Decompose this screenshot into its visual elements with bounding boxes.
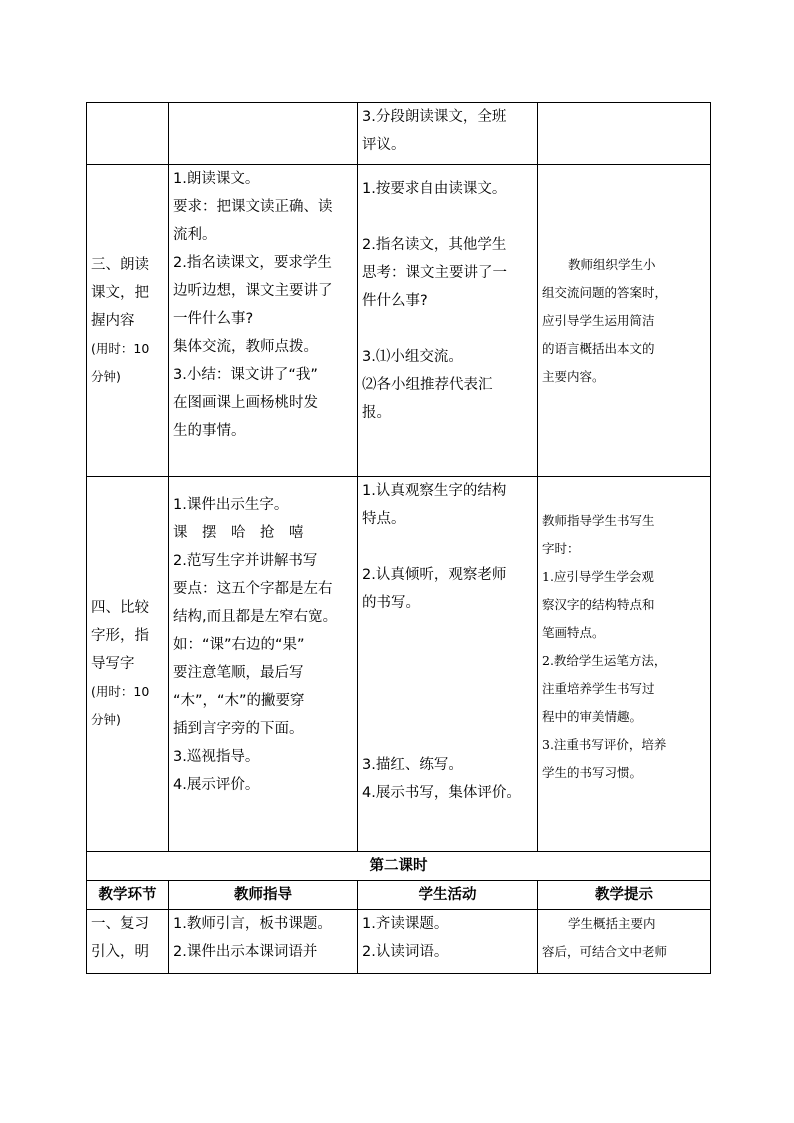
- stage-label: 一、复习: [91, 916, 149, 932]
- student-cell: [358, 910, 538, 974]
- text-line: 笔画特点。: [542, 625, 605, 640]
- text-line: 3.描红、练写。: [362, 757, 463, 773]
- text-line: 教师组织学生小: [568, 256, 656, 272]
- stage-label: 导写字: [91, 656, 135, 672]
- table-row: [87, 103, 711, 165]
- stage-time: 分钟): [91, 368, 121, 384]
- text-line: 生的事情。: [173, 423, 246, 439]
- tip-cell: [538, 103, 711, 165]
- stage-label: 课文，把: [91, 284, 149, 301]
- text-line: 思考：课文主要讲了一: [362, 265, 507, 281]
- text-line: 在图画课上画杨桃时发: [173, 395, 318, 411]
- text-line: 1.认真观察生字的结构: [362, 483, 507, 499]
- text-line: 学生概括主要内: [568, 916, 656, 931]
- spacer: [362, 673, 533, 701]
- text-line: 2.认真倾听，观察老师: [362, 567, 507, 583]
- text-line: 结构,而且都是左窄右宽。: [173, 609, 338, 625]
- text-line: 课 摆 哈 抢 嘻: [173, 525, 304, 541]
- text-line: 要求：把课文读正确、读: [173, 199, 333, 215]
- stage-cell: [87, 165, 169, 477]
- stage-label: 握内容: [91, 312, 135, 329]
- text-line: 的语言概括出本文的: [542, 340, 655, 356]
- table-row: [87, 910, 711, 974]
- stage-cell: [87, 910, 169, 974]
- text-line: 2.指名读文，其他学生: [362, 237, 507, 253]
- stage-label: 三、朗读: [91, 256, 149, 273]
- text-line: 2.指名读课文，要求学生: [173, 255, 332, 271]
- stage-time: (用时：10: [91, 340, 150, 356]
- text-line: 容后，可结合文中老师: [542, 944, 668, 959]
- tip-cell: [538, 910, 711, 974]
- text-line: “木”，“木”的撇要穿: [173, 693, 305, 709]
- teacher-cell: [169, 165, 358, 477]
- text-line: 2.教给学生运笔方法，: [542, 653, 667, 668]
- spacer: [362, 729, 533, 751]
- text-line: 2.范写生字并讲解书写: [173, 553, 318, 569]
- text-line: 主要内容。: [542, 368, 605, 384]
- column-header: 教师指导: [169, 881, 358, 910]
- text-line: 程中的审美情趣。: [542, 709, 643, 724]
- column-header: 教学环节: [87, 881, 169, 910]
- stage-time: 分钟): [91, 712, 121, 727]
- student-cell: [358, 103, 538, 165]
- text-line: 集体交流，教师点拨。: [173, 339, 318, 355]
- text-line: 2.认读词语。: [362, 944, 449, 960]
- stage-time: (用时：10: [91, 684, 150, 699]
- text-line: 3.⑴小组交流。: [362, 349, 463, 365]
- text-line: 1.按要求自由读课文。: [362, 181, 507, 197]
- text-line: 要点：这五个字都是左右: [173, 581, 333, 597]
- text-line: 的书写。: [362, 595, 420, 611]
- text-line: 4.展示评价。: [173, 777, 260, 793]
- column-header: 教学提示: [538, 881, 711, 910]
- spacer: [362, 203, 533, 231]
- student-cell: [358, 165, 538, 477]
- stage-label: 引入，明: [91, 944, 149, 960]
- teacher-cell: [169, 477, 358, 852]
- table-row: [87, 477, 711, 852]
- text-line: 字时：: [542, 541, 580, 556]
- text-line: 要注意笔顺，最后写: [173, 665, 304, 681]
- spacer: [362, 645, 533, 673]
- text-line: 一件什么事?: [173, 311, 254, 327]
- text-line: 学生的书写习惯。: [542, 765, 643, 780]
- teacher-cell: [169, 103, 358, 165]
- stage-cell: [87, 103, 169, 165]
- stage-label: 字形，指: [91, 628, 149, 644]
- text-line: 1.应引导学生学会观: [542, 569, 654, 584]
- text-line: 1.齐读课题。: [362, 916, 449, 932]
- text-line: ⑵各小组推荐代表汇: [362, 377, 493, 393]
- text-line: 3.注重书写评价，培养: [542, 737, 667, 752]
- text-line: 如：“课”右边的“果”: [173, 637, 305, 653]
- teacher-cell: [169, 910, 358, 974]
- spacer: [362, 701, 533, 729]
- text-line: 组交流问题的答案时，: [542, 284, 668, 300]
- section-title: 第二课时: [87, 852, 711, 881]
- text-line: 1.教师引言，板书课题。: [173, 916, 332, 932]
- lesson-plan-table: [86, 102, 711, 974]
- text-line: 边听边想，课文主要讲了: [173, 283, 333, 299]
- spacer: [362, 533, 533, 561]
- tip-cell: [538, 165, 711, 477]
- student-cell: [358, 477, 538, 852]
- spacer: [362, 617, 533, 645]
- text-line: 件什么事?: [362, 293, 428, 309]
- text-line: 4.展示书写，集体评价。: [362, 785, 521, 801]
- text-line: 2.课件出示本课词语并: [173, 944, 318, 960]
- text-line: 流利。: [173, 227, 217, 243]
- text-line: 3.分段朗读课文，全班: [362, 109, 507, 125]
- text-line: 评议。: [362, 137, 406, 153]
- column-header: 学生活动: [358, 881, 538, 910]
- text-line: 特点。: [362, 511, 406, 527]
- tip-cell: [538, 477, 711, 852]
- stage-cell: [87, 477, 169, 852]
- text-line: 报。: [362, 405, 391, 421]
- text-line: 插到言字旁的下面。: [173, 721, 304, 737]
- text-line: 教师指导学生书写生: [542, 513, 655, 528]
- table-row: [87, 852, 711, 881]
- spacer: [362, 315, 533, 343]
- table-row: [87, 165, 711, 477]
- header-row: [87, 881, 711, 910]
- text-line: 1.朗读课文。: [173, 171, 260, 187]
- text-line: 应引导学生运用简洁: [542, 312, 655, 328]
- text-line: 注重培养学生书写过: [542, 681, 655, 696]
- text-line: 察汉字的结构特点和: [542, 597, 655, 612]
- text-line: 3.巡视指导。: [173, 749, 260, 765]
- text-line: 3.小结：课文讲了“我”: [173, 367, 318, 383]
- stage-label: 四、比较: [91, 600, 149, 616]
- text-line: 1.课件出示生字。: [173, 497, 289, 513]
